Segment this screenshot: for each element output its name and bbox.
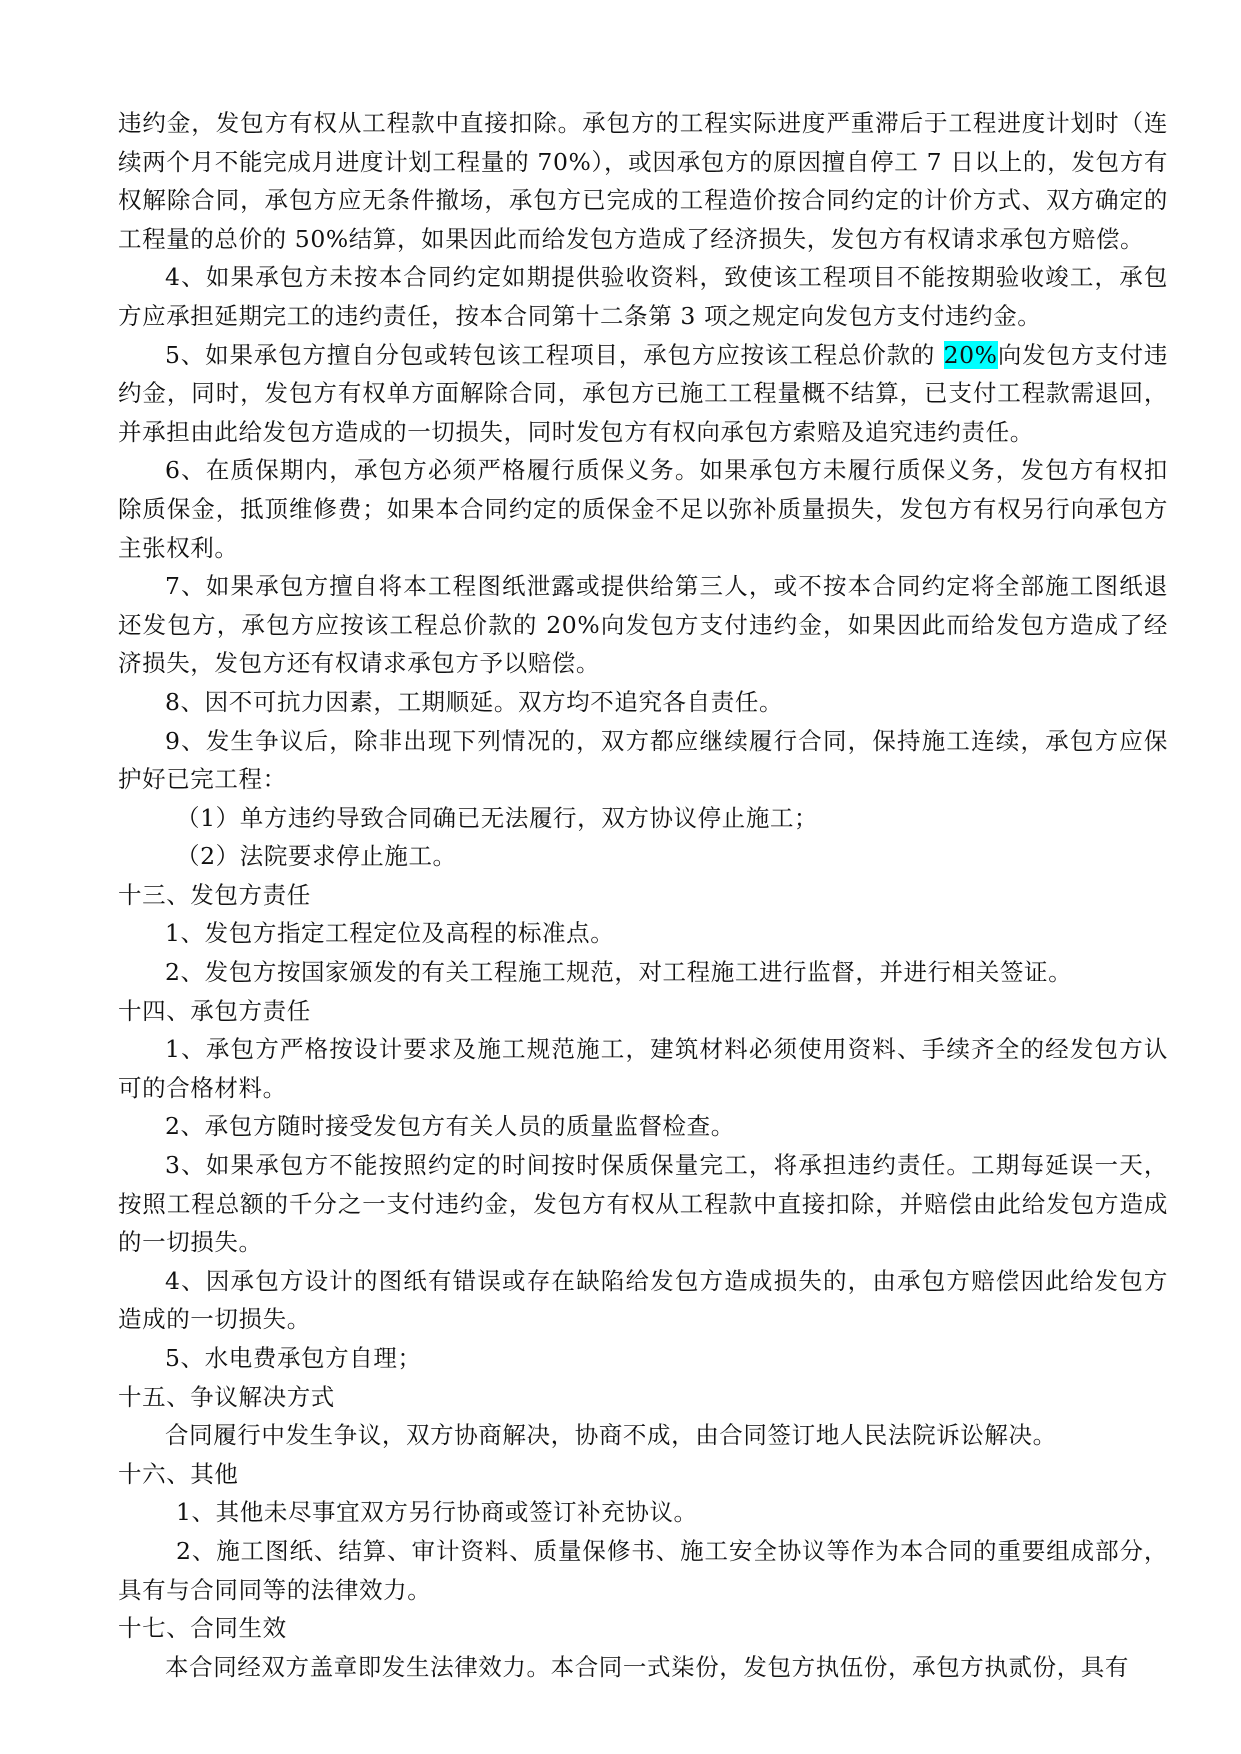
clause-14-2: 2、承包方随时接受发包方有关人员的质量监督检查。	[165, 1112, 735, 1141]
clause-12-8: 8、因不可抗力因素，工期顺延。双方均不追究各自责任。	[165, 687, 784, 716]
clause-15-1: 合同履行中发生争议，双方协商解决，协商不成，由合同签订地人民法院诉讼解决。	[165, 1421, 1057, 1450]
clause-12-5-text-b: 向发包方支付违约金，同时，发包方有权单方面解除合同，承包方已施工工程量概不结算，已支付工程款需退回，并承担由此给发包方造成的一切损失，同时发包方有权向承包方索赔及追究违约责任。	[118, 340, 1168, 446]
clause-12-6: 6、在质保期内，承包方必须严格履行质保义务。如果承包方未履行质保义务，发包方有权扣除质保金，抵顶维修费；如果本合同约定的质保金不足以弥补质量损失，发包方有权另行向承包方主张权利。	[118, 456, 1168, 562]
clause-12-9: 9、发生争议后，除非出现下列情况的，双方都应继续履行合同，保持施工连续，承包方应保护好已完工程：	[118, 726, 1168, 794]
section-heading-17: 十七、合同生效	[118, 1614, 287, 1643]
section-heading-15: 十五、争议解决方式	[118, 1382, 335, 1411]
section-heading-16: 十六、其他	[118, 1459, 239, 1488]
clause-14-1: 1、承包方严格按设计要求及施工规范施工，建筑材料必须使用资料、手续齐全的经发包方认可的合格材料。	[118, 1035, 1168, 1102]
clause-14-3: 3、如果承包方不能按照约定的时间按时保质保量完工，将承担违约责任。工期每延误一天，按照工程总额的千分之一支付违约金，发包方有权从工程款中直接扣除，并赔偿由此给发包方造成的一切损失。	[118, 1151, 1168, 1257]
clause-12-5-text-a: 5、如果承包方擅自分包或转包该工程项目，承包方应按该工程总价款的	[165, 340, 944, 369]
paragraph-continued: 违约金，发包方有权从工程款中直接扣除。承包方的工程实际进度严重滞后于工程进度计划时（连续两个月不能完成月进度计划工程量的 70%），或因承包方的原因擅自停工 7 日以上的，发包方有权解除合同，承包方应无条件撤场，承包方已完成的工程造价按合同约定的计价方式、双方确定的工程量的总价的 50%结算，如果因此而给发包方造成了经济损失，发包方有权请求承包方赔偿。	[118, 109, 1168, 253]
section-heading-13: 十三、发包方责任	[118, 880, 311, 909]
clause-13-1: 1、发包方指定工程定位及高程的标准点。	[165, 919, 615, 948]
highlighted-percentage: 20%	[943, 340, 998, 369]
clause-16-2: 2、施工图纸、结算、审计资料、质量保修书、施工安全协议等作为本合同的重要组成部分，具有与合同同等的法律效力。	[118, 1536, 1168, 1604]
section-heading-14: 十四、承包方责任	[118, 996, 311, 1025]
clause-12-5	[118, 336, 1168, 452]
clause-14-5: 5、水电费承包方自理；	[165, 1344, 422, 1372]
clause-16-1: 1、其他未尽事宜双方另行协商或签订补充协议。	[176, 1498, 698, 1527]
document-body	[118, 104, 1168, 1686]
clause-17-1: 本合同经双方盖章即发生法律效力。本合同一式柒份，发包方执伍份，承包方执贰份，具有	[165, 1652, 1129, 1681]
clause-13-2: 2、发包方按国家颁发的有关工程施工规范，对工程施工进行监督，并进行相关签证。	[165, 958, 1073, 987]
clause-12-4: 4、如果承包方未按本合同约定如期提供验收资料，致使该工程项目不能按期验收竣工，承包方应承担延期完工的违约责任，按本合同第十二条第 3 项之规定向发包方支付违约金。	[118, 263, 1168, 330]
clause-12-7: 7、如果承包方擅自将本工程图纸泄露或提供给第三人，或不按本合同约定将全部施工图纸退还发包方，承包方应按该工程总价款的 20%向发包方支付违约金，如果因此而给发包方造成了经济损失，发包方还有权请求承包方予以赔偿。	[118, 572, 1168, 678]
clause-12-9-sub-1: （1）单方违约导致合同确已无法履行，双方协议停止施工；	[176, 803, 819, 832]
clause-14-4: 4、因承包方设计的图纸有错误或存在缺陷给发包方造成损失的，由承包方赔偿因此给发包方造成的一切损失。	[118, 1266, 1168, 1334]
clause-12-9-sub-2: （2）法院要求停止施工。	[176, 842, 457, 871]
